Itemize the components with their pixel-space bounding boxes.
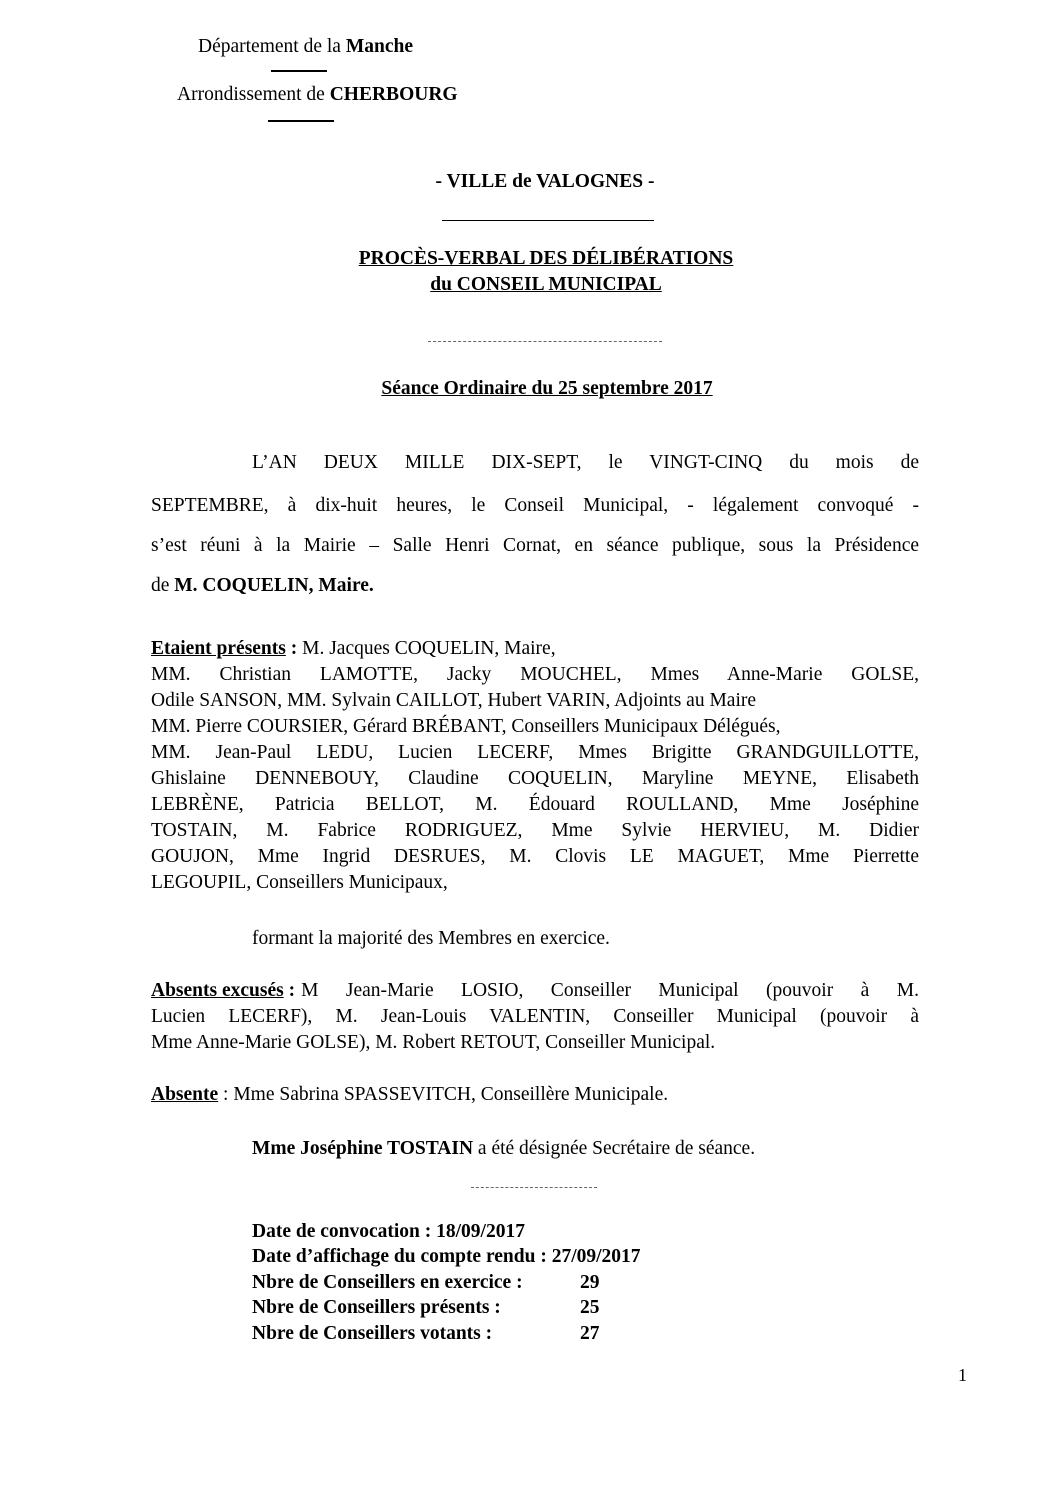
excused-line-1: Lucien LECERF), M. Jean-Louis VALENTIN, Conseiller Municipal (pouvoir à: [151, 1006, 919, 1027]
present-line-7: TOSTAIN, M. Fabrice RODRIGUEZ, Mme Sylvie HERVIEU, M. Didier: [151, 820, 919, 841]
secretary-name: Mme Joséphine TOSTAIN: [252, 1138, 474, 1159]
convocation-value: 18/09/2017: [436, 1221, 525, 1242]
secretary-text: a été désignée Secrétaire de séance.: [477, 1138, 756, 1159]
present-label: Etaient présents: [151, 638, 286, 659]
arrondissement-line: [177, 84, 458, 106]
intro-line-4-mayor: M. COQUELIN, Maire.: [174, 575, 374, 596]
intro-line-4-prefix: de: [151, 575, 170, 596]
present-line-1: MM. Christian LAMOTTE, Jacky MOUCHEL, Mmes Anne-Marie GOLSE,: [151, 664, 919, 685]
city-title: - VILLE de VALOGNES -: [435, 171, 655, 192]
in-office-label: Nbre de Conseillers en exercice :: [252, 1272, 523, 1293]
department-name: Manche: [345, 36, 413, 57]
present-first-line: Etaient présents : M. Jacques COQUELIN, Maire,: [151, 638, 556, 659]
page-number: 1: [958, 1365, 967, 1385]
intro-line-3: s’est réuni à la Mairie – Salle Henri Cornat, en séance publique, sous la Présidence: [151, 535, 919, 556]
department-line: [198, 36, 413, 58]
arrondissement-prefix: Arrondissement de: [177, 84, 325, 105]
title-divider: [428, 341, 662, 342]
department-prefix: Département de la: [198, 36, 341, 57]
present-line-8: GOUJON, Mme Ingrid DESRUES, M. Clovis LE MAGUET, Mme Pierrette: [151, 846, 919, 867]
present-line-6: LEBRÈNE, Patricia BELLOT, M. Édouard ROULLAND, Mme Joséphine: [151, 794, 919, 815]
arrondissement-name: CHERBOURG: [329, 84, 458, 105]
voting-count-value: 27: [580, 1323, 600, 1344]
header-divider-2: [268, 120, 334, 122]
intro-line-1: L’AN DEUX MILLE DIX-SEPT, le VINGT-CINQ du mois de: [252, 452, 919, 473]
document-title-line1: PROCÈS-VERBAL DES DÉLIBÉRATIONS: [358, 248, 734, 269]
in-office-value: 29: [580, 1272, 600, 1293]
city-divider: [442, 220, 654, 221]
present-line-5: Ghislaine DENNEBOUY, Claudine COQUELIN, Maryline MEYNE, Elisabeth: [151, 768, 919, 789]
present-line-9: LEGOUPIL, Conseillers Municipaux,: [151, 872, 448, 893]
absent-text: Mme Sabrina SPASSEVITCH, Conseillère Municipale.: [233, 1084, 669, 1105]
display-date-label: Date d’affichage du compte rendu : 27/09/2017: [252, 1246, 641, 1267]
present-line-4: MM. Jean-Paul LEDU, Lucien LECERF, Mmes Brigitte GRANDGUILLOTTE,: [151, 742, 919, 763]
header-divider-1: [271, 70, 327, 72]
present-line-3: MM. Pierre COURSIER, Gérard BRÉBANT, Conseillers Municipaux Délégués,: [151, 716, 781, 737]
present-line-2: Odile SANSON, MM. Sylvain CAILLOT, Hubert VARIN, Adjoints au Maire: [151, 690, 757, 711]
secretary-divider: [471, 1187, 597, 1188]
present-count-value: 25: [580, 1297, 600, 1318]
excused-first-line: Absents excusés : M Jean-Marie LOSIO, Conseiller Municipal (pouvoir à M.: [151, 980, 919, 1001]
excused-label: Absents excusés: [151, 980, 284, 1001]
document-title-line2: du CONSEIL MUNICIPAL: [430, 274, 662, 295]
majority-line: formant la majorité des Membres en exercice.: [252, 928, 610, 949]
display-date-value: 27/09/2017: [551, 1246, 641, 1267]
present-count-label: Nbre de Conseillers présents :: [252, 1297, 501, 1318]
absent-line: Absente : Mme Sabrina SPASSEVITCH, Conseillère Municipale.: [151, 1084, 669, 1105]
voting-count-label: Nbre de Conseillers votants :: [252, 1323, 493, 1344]
convocation-label: Date de convocation : 18/09/2017: [252, 1221, 525, 1242]
intro-line-4: [151, 575, 374, 597]
secretary-line: [252, 1138, 755, 1160]
intro-line-2: SEPTEMBRE, à dix-huit heures, le Conseil Municipal, - légalement convoqué -: [151, 495, 919, 516]
session-title: Séance Ordinaire du 25 septembre 2017: [381, 378, 713, 399]
absent-label: Absente: [151, 1084, 219, 1105]
excused-line-2: Mme Anne-Marie GOLSE), M. Robert RETOUT, Conseiller Municipal.: [151, 1032, 716, 1053]
excused-line-0: M Jean-Marie LOSIO, Conseiller Municipal (pouvoir à M.: [301, 980, 919, 1001]
present-line-0: M. Jacques COQUELIN, Maire,: [302, 638, 556, 659]
